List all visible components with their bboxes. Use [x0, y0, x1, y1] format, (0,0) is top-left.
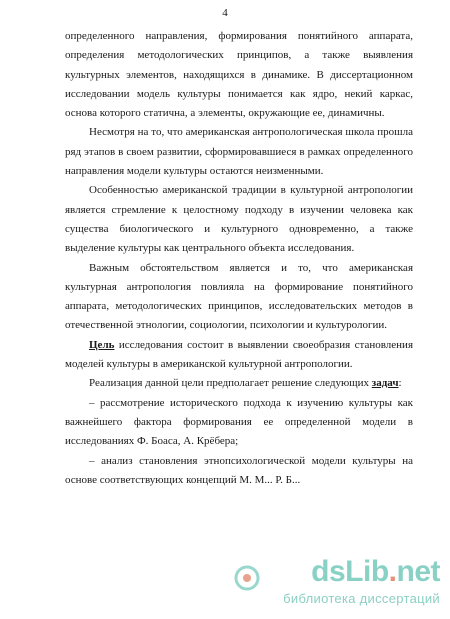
goal-text: исследования состоит в выявлении своеобразия становления моделей культуры в американской культурной антропологии. [65, 338, 413, 371]
goal-label: Цель [89, 338, 115, 351]
task-item: – анализ становления этнопсихологической модели культуры на основе соответствующих концепций М. М... Р. Б... [65, 454, 413, 486]
dslib-logo-text: dsLib.net [311, 555, 440, 588]
paragraph: Особенностью американской традиции в культурной антропологии является стремление к целостному подходу в изучении человека как существа биологического и культурного одновременно, а также выделение культуры как центрального объекта исследования. [65, 184, 413, 255]
paragraph-continuation: определенного направления, формирования понятийного аппарата, определения методологических принципов, а также выявления культурных элементов, находящихся в динамике. В диссертационном исследовании модель культуры понимается как ядро, некий каркас, основа которого статична, а элементы, окружающие ее, динамичны. [65, 30, 413, 120]
tasks-intro [65, 374, 413, 393]
tasks-colon: : [398, 377, 402, 390]
goal-paragraph [65, 336, 413, 375]
task-item: – рассмотрение исторического подхода к изучению культуры как важнейшего фактора формирования ее определенной модели в исследованиях Ф. Боаса, А. Крёбера; [65, 396, 413, 448]
tasks-label: задач [371, 377, 399, 390]
dslib-tagline: библиотека диссертаций [283, 591, 440, 606]
dslib-logo-icon [234, 565, 260, 591]
paragraph: Важным обстоятельством является и то, что американская культурная антропология повлияла на формирование понятийного аппарата, методологических принципов, исследовательских методов в отечественной этнологии, социологии, психологии и культурологии. [65, 261, 413, 332]
page-number: 4 [222, 7, 228, 19]
paragraph: Несмотря на то, что американская антропологическая школа прошла ряд этапов в своем развитии, сформировавшиеся в рамках определенного направления модели культуры остаются неизменными. [65, 126, 413, 178]
tasks-intro-text: Реализация данной цели предполагает решение следующих [89, 377, 370, 390]
document-text [65, 27, 413, 490]
dslib-watermark [234, 555, 444, 613]
